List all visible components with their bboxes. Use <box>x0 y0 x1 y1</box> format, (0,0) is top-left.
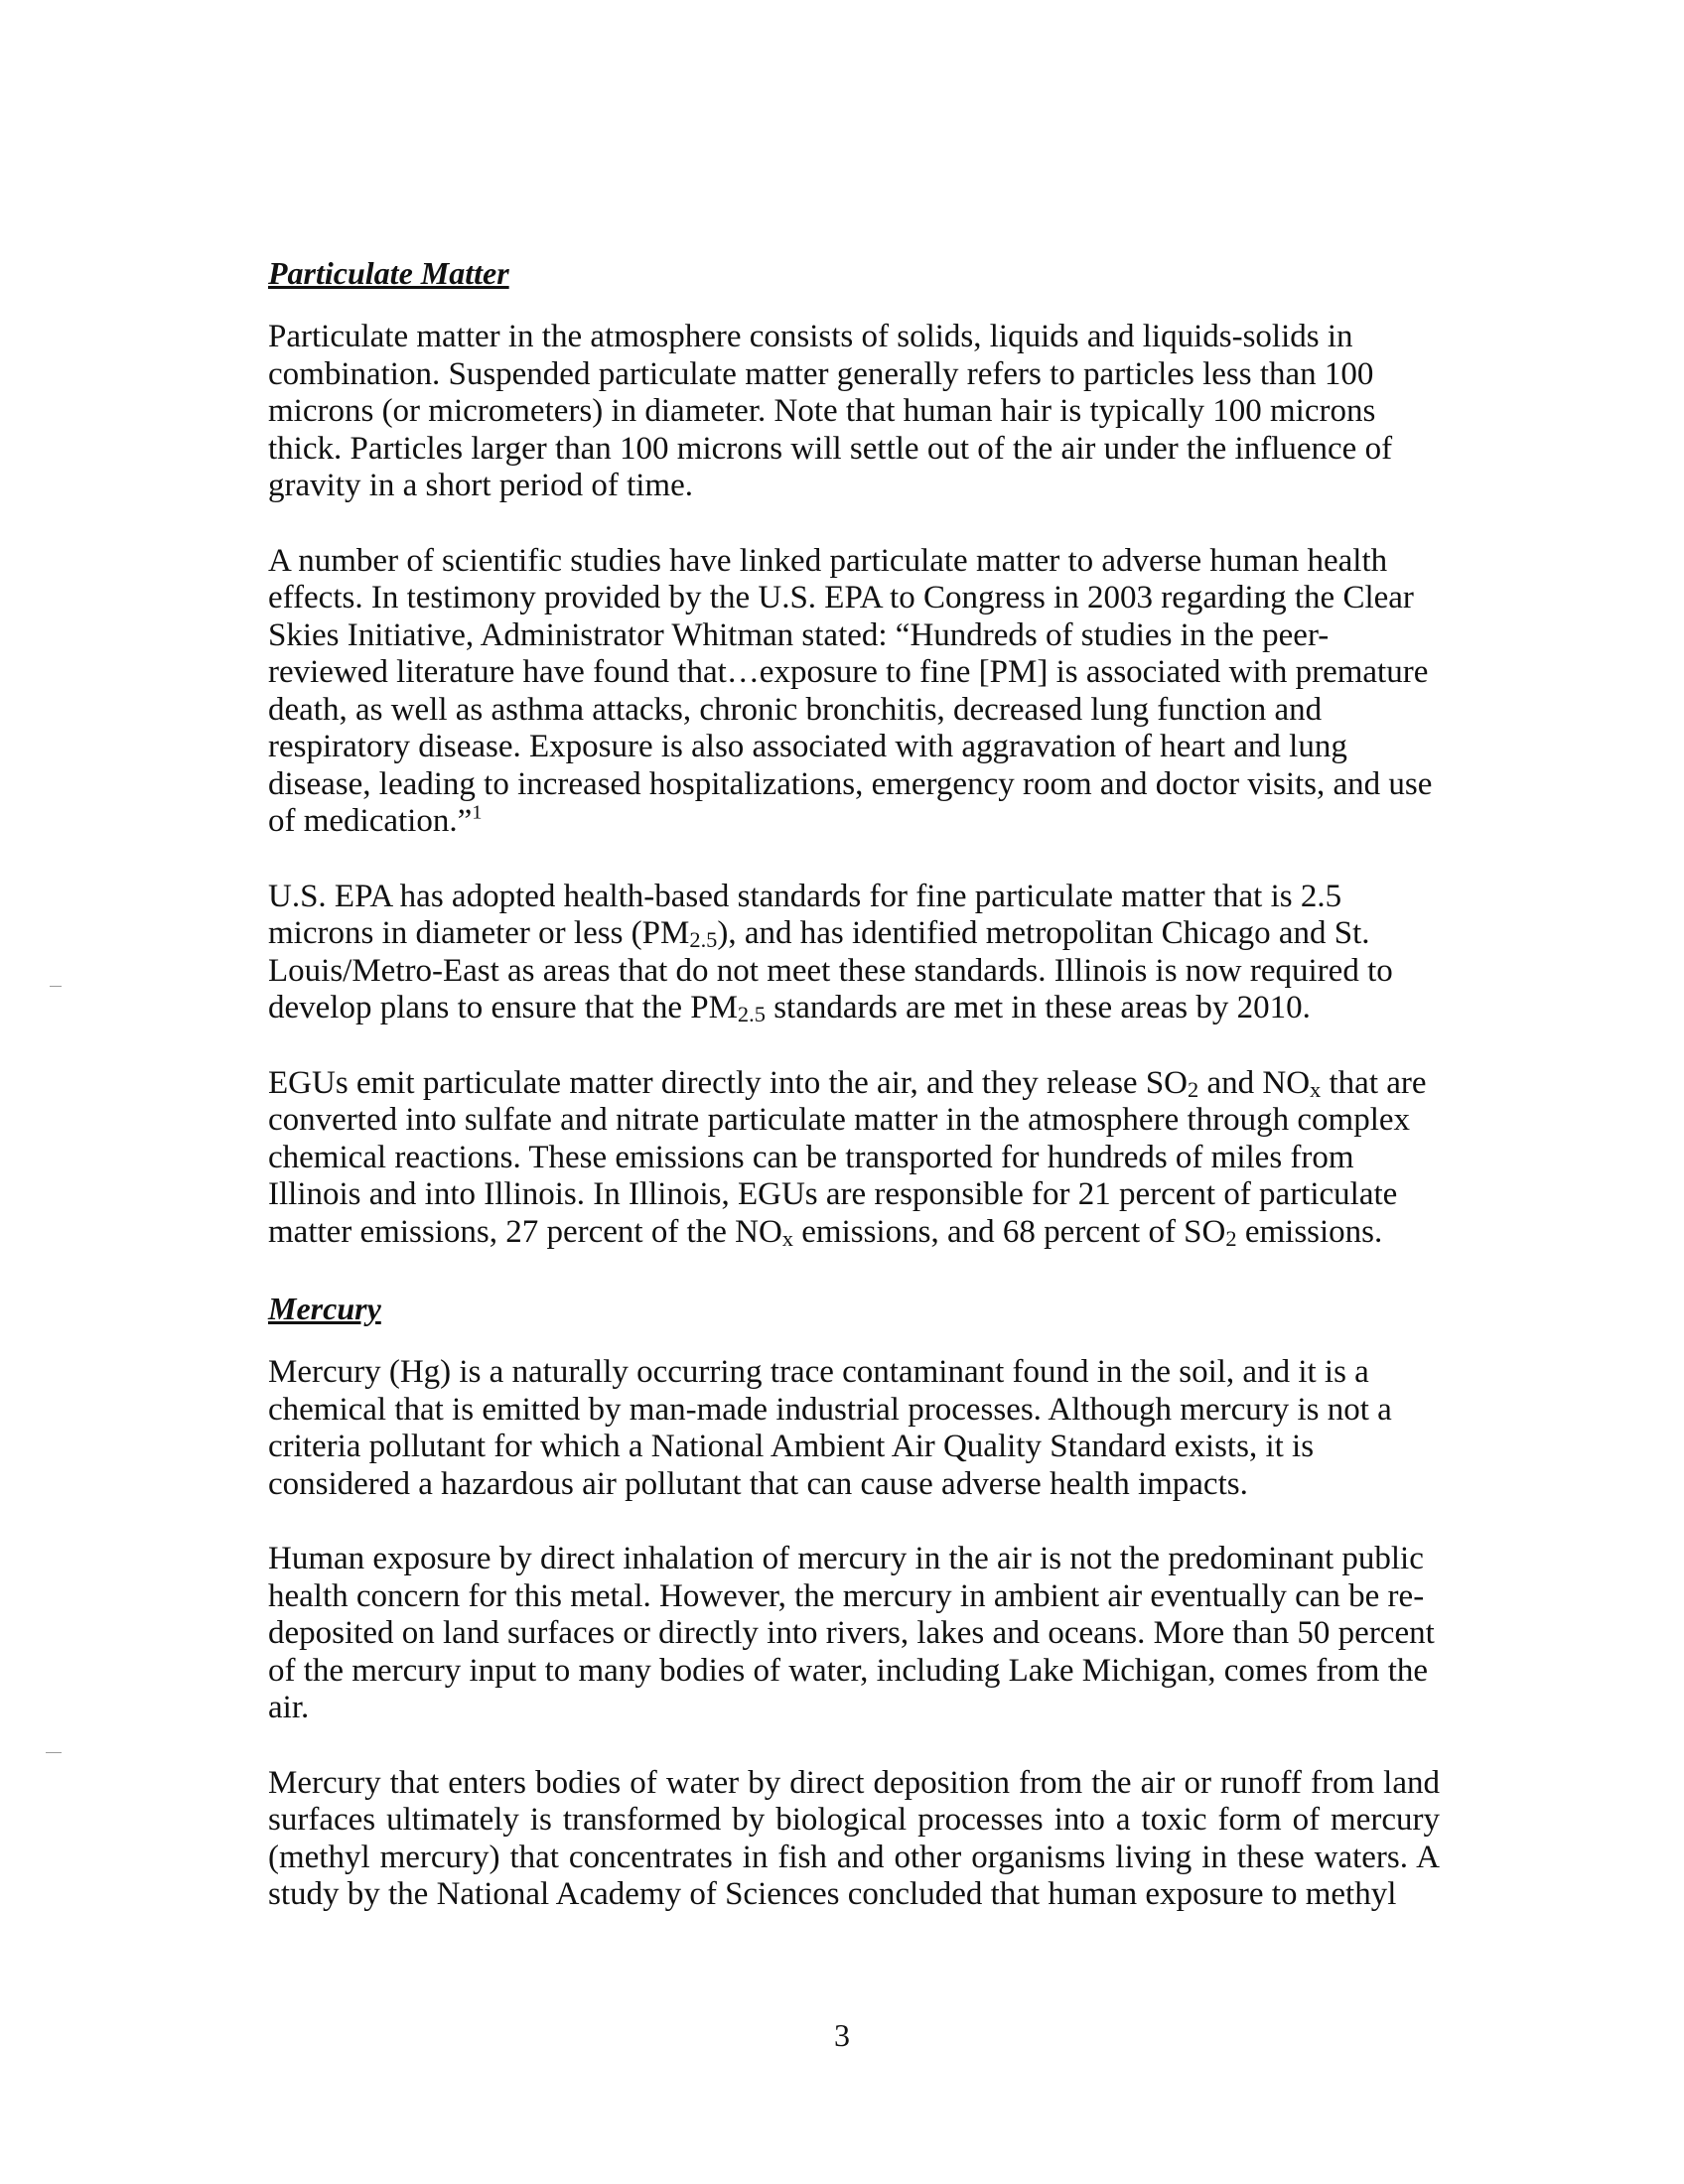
paragraph-mercury-exposure: Human exposure by direct inhalation of mercury in the air is not the predominant public health concern for this metal. However, the mercury in ambient air eventually can be re-deposited on land surfaces or directly into rivers, lakes and oceans. More than 50 percent of the mercury input to many bodies of water, including Lake Michigan, comes from the air. <box>268 1541 1435 1725</box>
page-number: 3 <box>834 2017 850 2053</box>
paragraph-particulate-definition: Particulate matter in the atmosphere consists of solids, liquids and liquids-solids in combination. Suspended particulate matter generally refers to particles less than 100 microns (or micrometers) in diameter. Note that human hair is typically 100 microns thick. Particles larger than 100 microns will settle out of the air under the influence of gravity in a short period of time. <box>268 319 1393 503</box>
egu-text-part: emissions, and 68 percent of SO <box>793 1213 1226 1250</box>
section-heading-particulate-matter: Particulate Matter <box>268 255 509 291</box>
egu-text-part: and NO <box>1198 1064 1311 1101</box>
egu-text-part: emissions. <box>1236 1213 1383 1250</box>
health-effects-text: A number of scientific studies have linked particulate matter to adverse human health effects. In testimony provided by the U.S. EPA to Congress in 2003 regarding the Clear Skies Initiative, Administrator Whitman stated: “Hundreds of studies in the peer-reviewed literature have found that…exposure to fine [PM] is associated with premature death, as well as asthma attacks, chronic bronchitis, decreased lung function and respiratory disease. Exposure is also associated with aggravation of heart and lung disease, leading to increased hospitalizations, emergency room and doctor visits, and use of medication.” <box>268 542 1433 839</box>
section-heading-mercury: Mercury <box>268 1291 381 1326</box>
paragraph-pm25-standards <box>268 879 1440 1027</box>
nox-subscript: x <box>781 1225 794 1251</box>
scan-mark <box>50 986 62 987</box>
so2-subscript: 2 <box>1188 1076 1199 1102</box>
pm25-text-part: ), and has identified metropolitan Chicago and St. Louis/Metro-East as areas that do not meet these standards. Illinois is now required to develop plans to ensure that the PM <box>268 915 1393 1025</box>
so2-subscript: 2 <box>1225 1225 1237 1251</box>
footnote-marker: 1 <box>472 801 483 824</box>
egu-text-part: EGUs emit particulate matter directly into the air, and they release SO <box>268 1064 1189 1101</box>
document-body <box>268 253 1440 1914</box>
scan-mark <box>46 1752 62 1753</box>
paragraph-egu-emissions <box>268 1065 1440 1252</box>
egu-text-part: that are converted into sulfate and nitrate particulate matter in the atmosphere through complex chemical reactions. These emissions can be transported for hundreds of miles from Illinois and into Illinois. In Illinois, EGUs are responsible for 21 percent of particulate matter emissions, 27 percent of the NO <box>268 1064 1427 1250</box>
paragraph-mercury-definition: Mercury (Hg) is a naturally occurring trace contaminant found in the soil, and it is a chemical that is emitted by man-made industrial processes. Although mercury is not a criteria pollutant for which a National Ambient Air Quality Standard exists, it is considered a hazardous air pollutant that can cause adverse health impacts. <box>268 1354 1392 1502</box>
paragraph-methyl-mercury: Mercury that enters bodies of water by direct deposition from the air or runoff from land surfaces ultimately is transformed by biological processes into a toxic form of mercury (methyl mercury) that concentrates in fish and other organisms living in these waters. A study by the National Academy of Sciences concluded that human exposure to methyl <box>268 1764 1440 1912</box>
pm25-subscript: 2.5 <box>737 1002 766 1027</box>
nox-subscript: x <box>1310 1076 1322 1102</box>
pm25-text-part: standards are met in these areas by 2010. <box>765 990 1311 1025</box>
pm25-text-part: U.S. EPA has adopted health-based standards for fine particulate matter that is 2.5 microns in diameter or less (PM <box>268 878 1342 951</box>
paragraph-health-effects <box>268 543 1440 841</box>
pm25-subscript: 2.5 <box>689 927 718 953</box>
